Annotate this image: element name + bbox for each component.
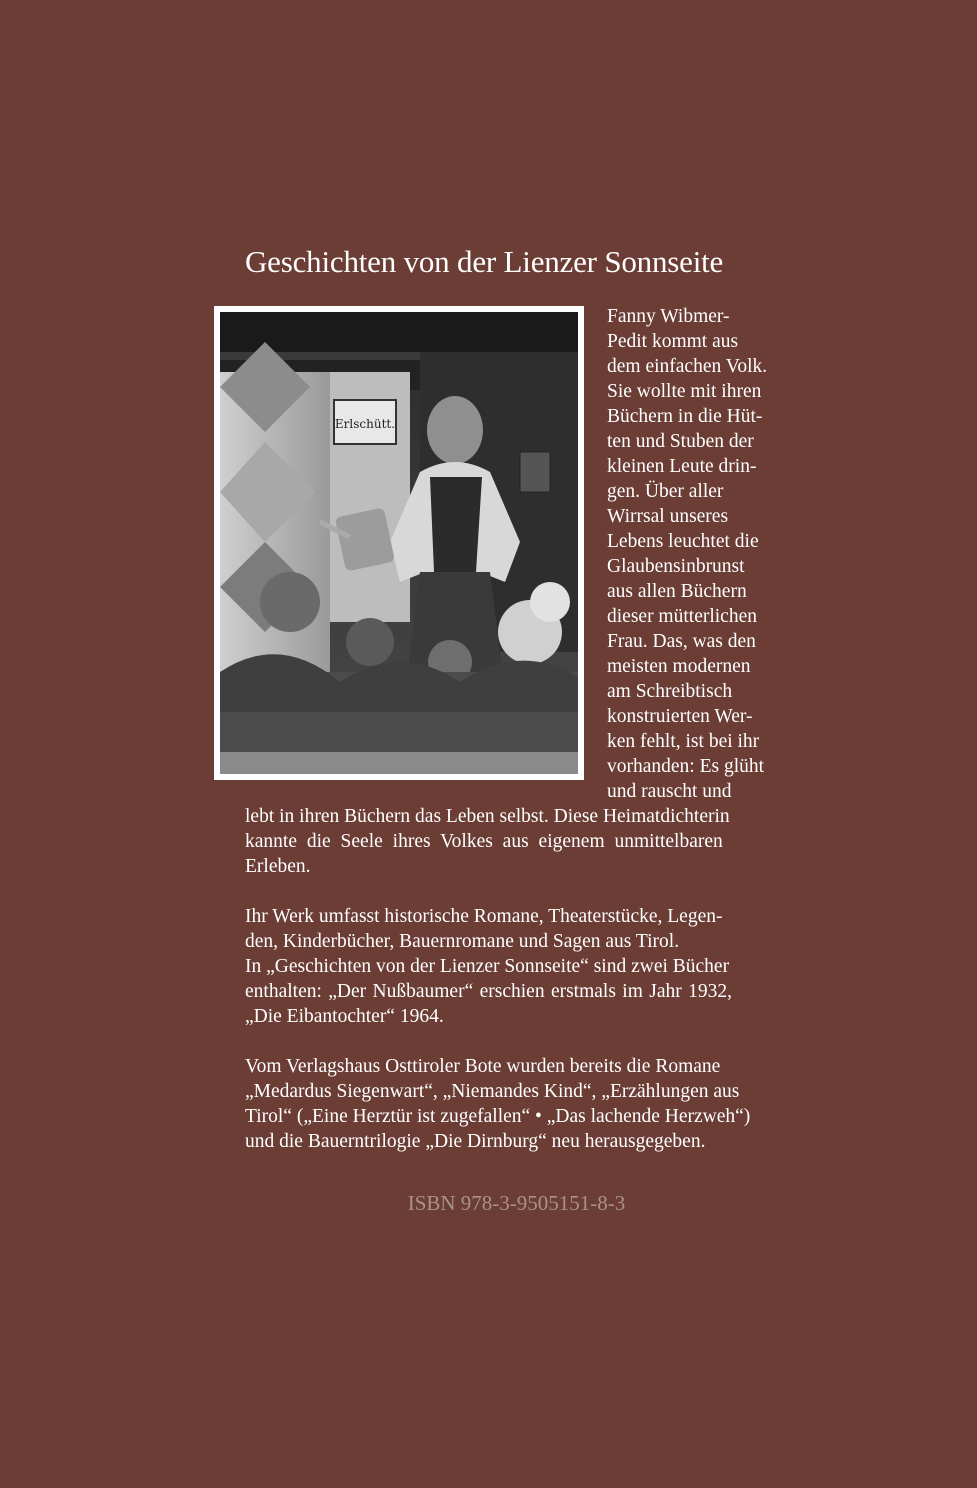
side-line: Büchern in die Hüt- [607, 406, 763, 427]
author-photo [214, 306, 584, 780]
side-line: vorhanden: Es glüht [607, 756, 765, 777]
side-line: Wirrsal unseres [607, 506, 729, 527]
side-line: Fanny Wibmer- [607, 306, 730, 327]
paragraph-intro-continued [245, 804, 788, 879]
side-line: konstruierten Wer- [607, 706, 753, 727]
intro-side-text [607, 304, 797, 804]
body-line: Erleben. [245, 856, 311, 877]
side-line: dieser mütterlichen [607, 606, 757, 627]
side-line: und rauscht und [607, 781, 732, 802]
body-line: „Die Eibantochter“ 1964. [245, 1006, 444, 1027]
paragraph-works [245, 904, 788, 1029]
body-line: „Medardus Siegenwart“, „Niemandes Kind“, „Erzählungen aus [245, 1081, 740, 1102]
body-line: und die Bauerntrilogie „Die Dirnburg“ neu herausgegeben. [245, 1131, 706, 1152]
side-line: Frau. Das, was den [607, 631, 756, 652]
sign-lettering: Erlschütt. [334, 417, 396, 431]
isbn-number: ISBN 978-3-9505151-8-3 [407, 1191, 626, 1215]
body-line: Tirol“ („Eine Herztür ist zugefallen“ • „Das lachende Herzweh“) [245, 1106, 751, 1127]
side-line: dem einfachen Volk. [607, 356, 768, 377]
paragraph-publisher [245, 1054, 788, 1154]
body-line: Vom Verlagshaus Osttiroler Bote wurden bereits die Romane [245, 1056, 721, 1077]
body-line: kannte die Seele ihres Volkes aus eigenem unmittelbaren [245, 831, 723, 852]
body-line: lebt in ihren Büchern das Leben selbst. Diese Heimatdichterin [245, 806, 730, 827]
side-line: gen. Über aller [607, 481, 724, 502]
side-line: ten und Stuben der [607, 431, 754, 452]
body-line: Ihr Werk umfasst historische Romane, Theaterstücke, Legen- [245, 906, 723, 927]
book-title: Geschichten von der Lienzer Sonnseite [245, 244, 724, 279]
body-line: enthalten: „Der Nußbaumer“ erschien erstmals im Jahr 1932, [245, 981, 733, 1002]
side-line: kleinen Leute drin- [607, 456, 757, 477]
side-line: ken fehlt, ist bei ihr [607, 731, 760, 752]
side-line: meisten modernen [607, 656, 751, 677]
side-line: Glaubensinbrunst [607, 556, 745, 577]
body-line: den, Kinderbücher, Bauernromane und Sagen aus Tirol. [245, 931, 680, 952]
side-line: Pedit kommt aus [607, 331, 739, 352]
side-line: Sie wollte mit ihren [607, 381, 762, 402]
side-line: Lebens leuchtet die [607, 531, 759, 552]
side-line: aus allen Büchern [607, 581, 747, 602]
side-line: am Schreibtisch [607, 681, 733, 702]
author-photo-image [220, 312, 578, 774]
body-line: In „Geschichten von der Lienzer Sonnseite“ sind zwei Bücher [245, 956, 730, 977]
